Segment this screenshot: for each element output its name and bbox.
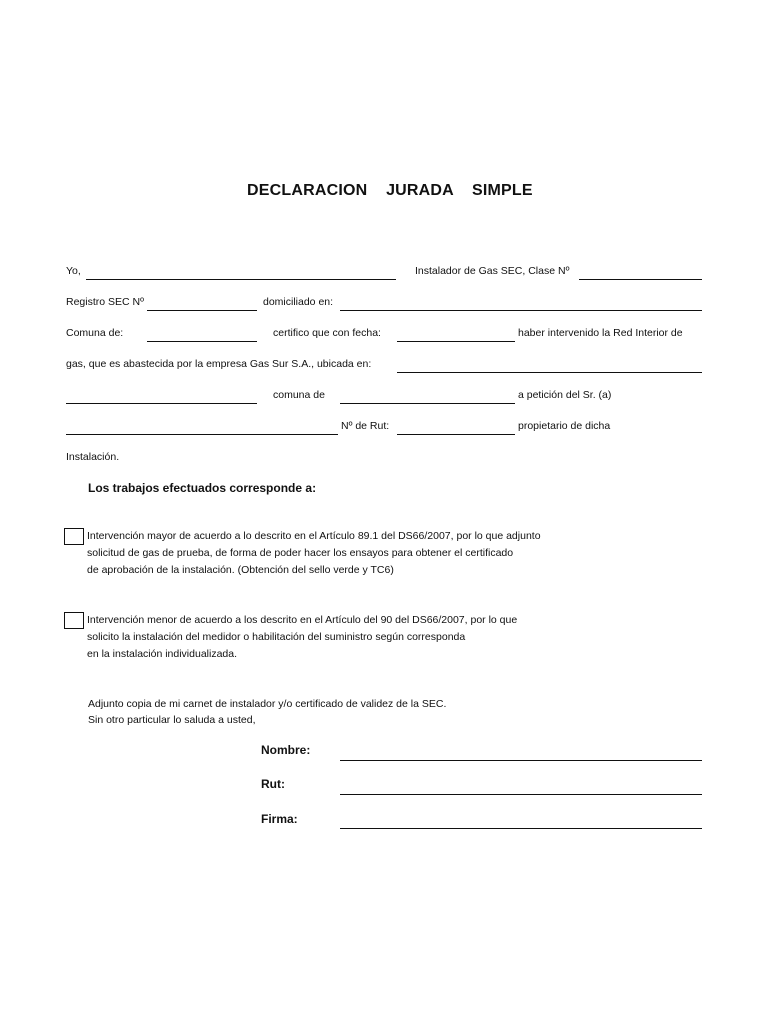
comuna2-field-line[interactable] xyxy=(340,403,515,404)
option-mayor-line2: solicitud de gas de prueba, de forma de poder hacer los ensayos para obtener el certificado xyxy=(87,547,514,559)
rut-signature-label: Rut: xyxy=(261,777,285,791)
clase-field-line[interactable] xyxy=(579,279,702,280)
closing-text xyxy=(88,696,446,728)
ubicacion-field-line[interactable] xyxy=(397,372,702,373)
fecha-field-line[interactable] xyxy=(397,341,515,342)
peticion-label: a petición del Sr. (a) xyxy=(518,389,612,401)
rut-field-line[interactable] xyxy=(397,434,515,435)
firma-label: Firma: xyxy=(261,812,298,826)
option-menor-checkbox[interactable] xyxy=(64,612,84,629)
instalador-label: Instalador de Gas SEC, Clase Nº xyxy=(415,265,570,277)
direccion-field-line[interactable] xyxy=(66,403,257,404)
yo-label: Yo, xyxy=(66,265,81,277)
option-menor-line3: en la instalación individualizada. xyxy=(87,648,238,660)
senor-field-line[interactable] xyxy=(66,434,338,435)
domicilio-field-line[interactable] xyxy=(340,310,702,311)
option-mayor-line1: Intervención mayor de acuerdo a lo descrito en el Artículo 89.1 del DS66/2007, por lo que adjunto xyxy=(87,530,541,542)
registro-label: Registro SEC Nº xyxy=(66,296,144,308)
rut-label: Nº de Rut: xyxy=(341,420,390,432)
domiciliado-label: domiciliado en: xyxy=(263,296,334,308)
option-mayor-text xyxy=(87,528,541,579)
option-menor-line1: Intervención menor de acuerdo a los descrito en el Artículo del 90 del DS66/2007, por lo que xyxy=(87,614,518,626)
name-field-line[interactable] xyxy=(86,279,396,280)
option-mayor-line3: de aprobación de la instalación. (Obtención del sello verde y TC6) xyxy=(87,564,394,576)
nombre-field-line[interactable] xyxy=(340,760,702,761)
gas-line-label: gas, que es abastecida por la empresa Gas Sur S.A., ubicada en: xyxy=(66,358,372,370)
closing-line2: Sin otro particular lo saluda a usted, xyxy=(88,714,256,726)
certifico-label: certifico que con fecha: xyxy=(273,327,381,339)
rut-signature-field-line[interactable] xyxy=(340,794,702,795)
works-heading: Los trabajos efectuados corresponde a: xyxy=(88,481,317,495)
option-mayor-checkbox[interactable] xyxy=(64,528,84,545)
haber-label: haber intervenido la Red Interior de xyxy=(518,327,683,339)
registro-field-line[interactable] xyxy=(147,310,257,311)
instalacion-label: Instalación. xyxy=(66,451,120,463)
firma-field-line[interactable] xyxy=(340,828,702,829)
option-menor-line2: solicito la instalación del medidor o habilitación del suministro según corresponda xyxy=(87,631,466,643)
nombre-label: Nombre: xyxy=(261,743,311,757)
page-title: DECLARACION JURADA SIMPLE xyxy=(247,182,533,199)
comuna-de2-label: comuna de xyxy=(273,389,325,401)
closing-line1: Adjunto copia de mi carnet de instalador y/o certificado de validez de la SEC. xyxy=(88,698,447,710)
comuna-label: Comuna de: xyxy=(66,327,124,339)
propietario-label: propietario de dicha xyxy=(518,420,611,432)
comuna-field-line[interactable] xyxy=(147,341,257,342)
option-menor-text xyxy=(87,612,517,663)
